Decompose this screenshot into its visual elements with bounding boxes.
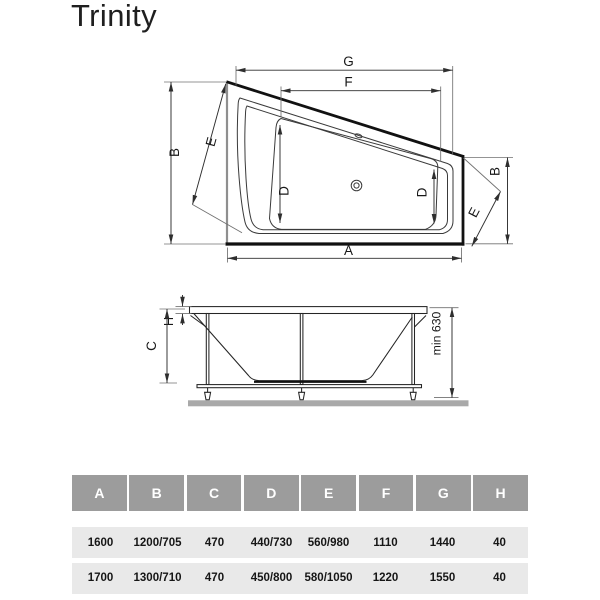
spec-header-a: A: [72, 475, 127, 511]
cell: 470: [204, 572, 225, 584]
dim-label-e-right: E: [465, 204, 483, 220]
spec-header-g: G: [416, 475, 471, 511]
dimension-g: [236, 54, 453, 154]
spec-header-f: F: [359, 475, 414, 511]
dim-label-c: C: [144, 341, 159, 351]
rim-edge-inner: [245, 106, 448, 230]
cell: 40: [493, 572, 506, 584]
spec-table-header-row: [72, 475, 528, 511]
dimension-d-left: [277, 125, 292, 223]
cell: 1700: [87, 572, 114, 584]
cell: 450/800: [250, 572, 293, 584]
dim-label-min-height: min 630: [429, 311, 444, 356]
cell: 1300/710: [133, 572, 182, 584]
spec-header-h: H: [473, 475, 528, 511]
cell: 1110: [373, 536, 398, 549]
cell: 560/980: [307, 536, 350, 549]
product-title: Trinity: [71, 0, 158, 33]
dim-label-a: A: [343, 243, 354, 258]
cell: 1200/705: [133, 536, 182, 549]
tub-plan-view: [164, 54, 513, 263]
cell: 440/730: [250, 536, 293, 549]
cell: 580/1050: [304, 572, 353, 584]
cell: 470: [204, 536, 225, 549]
spec-header-e: E: [301, 475, 356, 511]
dim-label-d-right: D: [414, 187, 430, 198]
dim-label-f: F: [344, 74, 353, 90]
dim-label-b-right: B: [487, 166, 503, 177]
dimension-b-right: [465, 158, 514, 244]
floor-line: [188, 400, 469, 406]
basin-outline: [270, 119, 438, 230]
cell: 1440: [429, 536, 456, 549]
table-row: [72, 563, 528, 594]
spec-header-b: B: [129, 475, 184, 511]
tub-side-view: [144, 295, 469, 406]
drain-icon: [351, 180, 362, 191]
spec-table: [72, 475, 528, 598]
dim-label-d-left: D: [276, 186, 292, 196]
dimension-h: [162, 295, 192, 326]
adjustable-feet: [205, 388, 417, 400]
dim-label-g: G: [343, 54, 354, 69]
cell: 1600: [87, 536, 114, 549]
dimension-min-height: [430, 308, 459, 398]
cell: 1550: [429, 572, 456, 584]
table-row: [72, 527, 528, 558]
spec-header-c: C: [187, 475, 242, 511]
dimension-d-right: [415, 170, 435, 224]
spec-header-d: D: [244, 475, 299, 511]
dimension-b-left: [164, 82, 226, 244]
frame-rail: [197, 385, 422, 388]
rim-bar: [190, 307, 428, 314]
dimension-e-left: [193, 84, 243, 233]
dim-label-h: H: [162, 316, 176, 327]
dimension-a: [228, 243, 462, 263]
dim-label-b-left: B: [167, 147, 182, 158]
cell: 40: [493, 536, 506, 549]
dim-label-e-left: E: [202, 135, 220, 149]
cell: 1220: [372, 572, 399, 584]
